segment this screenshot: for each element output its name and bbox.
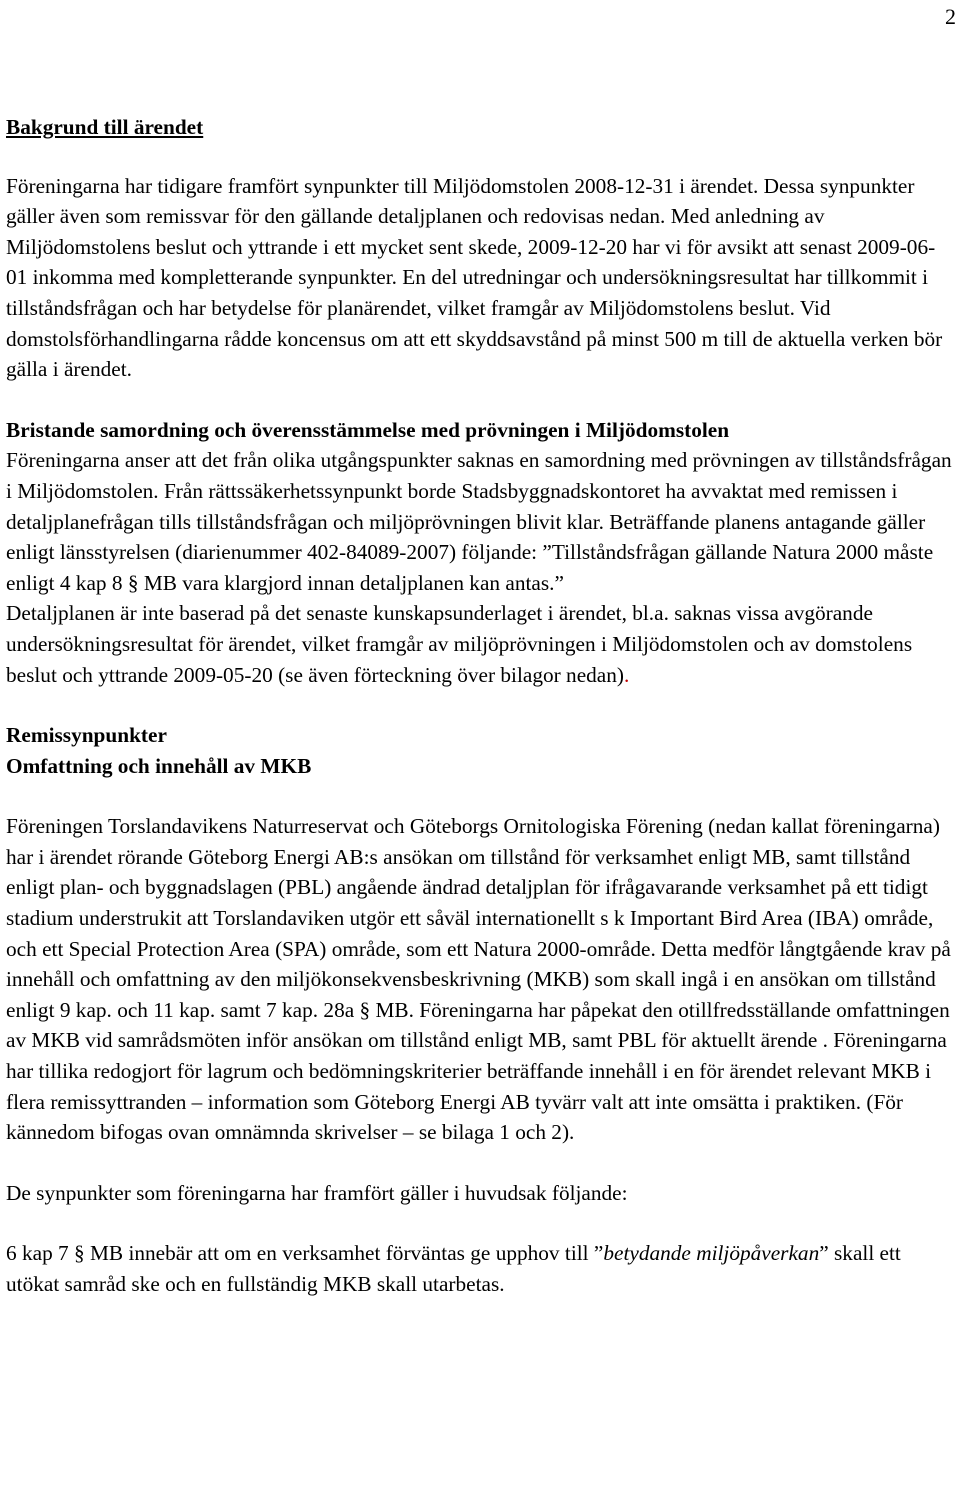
coordination-paragraph-2-text: Detaljplanen är inte baserad på det senaste kunskapsunderlaget i ärendet, bl.a. saknas vissa avgörande undersökningsresultat för ärendet, vilket framgår av miljöprövningen i Miljödomstolen och av domstolens beslut och yttrande 2009-05-20 (se även förteckning över bilagor nedan) — [6, 601, 913, 687]
background-heading: Bakgrund till ärendet — [6, 115, 204, 139]
spacer — [6, 385, 956, 415]
remiss-paragraph-1: Föreningen Torslandavikens Naturreservat och Göteborgs Ornitologiska Förening (nedan kallat föreningarna) har i ärendet rörande Göteborg Energi AB:s ansökan om tillstånd för verksamhet enligt MB, samt tillstånd enligt plan- och byggnadslagen (PBL) angående ändrad detaljplan för ifrågavarande verksamhet på ett tidigt stadium understrukit att Torslandaviken utgör ett såväl internationellt s k Important Bird Area (IBA) område, och ett Special Protection Area (SPA) område, som ett Natura 2000-område. Detta medför långtgående krav på innehåll och omfattning av den miljökonsekvensbeskrivning (MKB) som skall ingå i en ansökan om tillstånd enligt 9 kap. och 11 kap. samt 7 kap. 28a § MB. Föreningarna har påpekat den otillfredsställande omfattningen av MKB vid samrådsmöten inför ansökan om tillstånd enligt MB, samt PBL för aktuellt ärende . Föreningarna har tillika redogjort för lagrum och bedömningskriterier beträffande innehåll i en för ärendet relevant MKB i flera remissyttranden – information som Göteborg Energi AB tyvärr valt att inte omsätta i praktiken. (För kännedom bifogas ovan omnämnda skrivelser – se bilaga 1 och 2). — [6, 814, 951, 1145]
coordination-paragraph-2-end: . — [624, 662, 630, 687]
remiss-paragraph-3-start: 6 kap 7 § MB innebär att om en verksamhet förväntas ge upphov till ” — [6, 1241, 604, 1266]
coordination-heading: Bristande samordning och överensstämmelse med prövningen i Miljödomstolen — [6, 417, 730, 442]
spacer — [6, 690, 956, 720]
page-number: 2 — [945, 4, 956, 29]
remiss-paragraph-3-italic: betydande miljöpåverkan — [603, 1241, 820, 1266]
spacer — [6, 1148, 956, 1178]
document-body — [6, 112, 956, 1300]
coordination-paragraph-2 — [6, 598, 956, 690]
spacer — [6, 143, 956, 171]
coordination-paragraph-1: Föreningarna anser att det från olika utgångspunkter saknas en samordning med prövningen av tillståndsfrågan i Miljödomstolen. Från rättssäkerhetssynpunkt borde Stadsbyggnadskontoret ha avvaktat med remissen i detaljplanefrågan tills tillståndsfrågan och miljöprövningen blivit klar. Beträffande planens antagande gäller enligt länsstyrelsen (diarienummer 402-84089-2007) följande: ”Tillståndsfrågan gällande Natura 2000 måste enligt 4 kap 8 § MB vara klargjord innan detaljplanen kan antas.” — [6, 448, 952, 595]
remiss-paragraph-3 — [6, 1238, 956, 1299]
remiss-paragraph-2: De synpunkter som föreningarna har framfört gäller i huvudsak följande: — [6, 1180, 628, 1205]
remiss-heading: Remissynpunkter — [6, 723, 167, 748]
mkb-heading: Omfattning och innehåll av MKB — [6, 753, 312, 778]
background-paragraph: Föreningarna har tidigare framfört synpunkter till Miljödomstolen 2008-12-31 i ärendet. Dessa synpunkter gäller även som remissvar för den gällande detaljplanen och redovisas nedan. Med anledning av Miljödomstolens beslut och yttrande i ett mycket sent skede, 2009-12-20 har vi för avsikt att senast 2009-06-01 inkomma med kompletterande synpunkter. En del utredningar och undersökningsresultat har tillkommit i tillståndsfrågan och har betydelse för planärendet, vilket framgår av Miljödomstolens beslut. Vid domstolsförhandlingarna rådde koncensus om att ett skyddsavstånd på minst 500 m till de aktuella verken bör gälla i ärendet. — [6, 173, 943, 382]
spacer — [6, 1208, 956, 1238]
remiss-paragraph-3-end: ” skall ett utökat samråd ske och en fullständig MKB skall utarbetas. — [6, 1241, 901, 1296]
spacer — [6, 781, 956, 811]
